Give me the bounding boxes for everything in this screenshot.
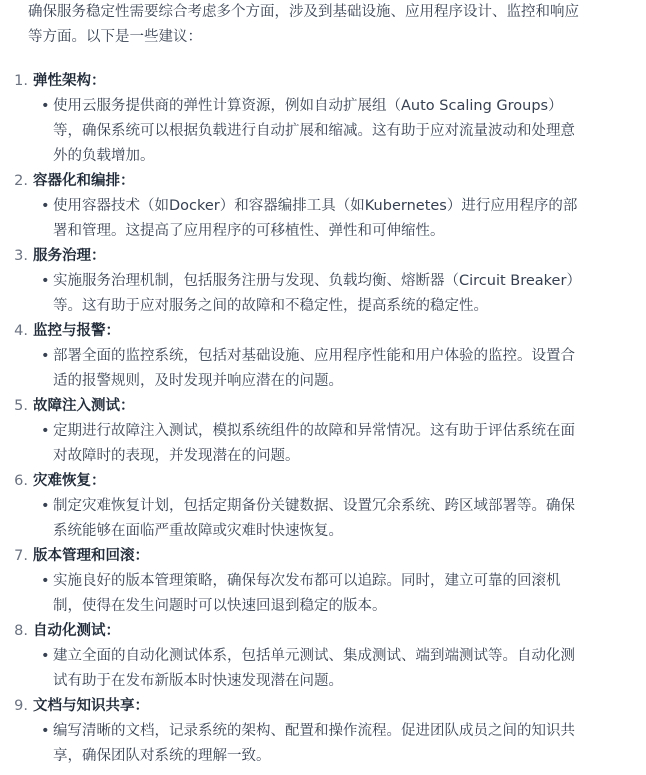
- item-title: 服务治理：: [33, 248, 106, 264]
- list-item: [14, 69, 588, 169]
- list-item: [14, 694, 588, 769]
- item-number: 2.: [14, 173, 28, 189]
- sub-list: [33, 719, 588, 769]
- item-title: 灾难恢复：: [33, 473, 106, 489]
- bullet-icon: •: [41, 198, 50, 214]
- sub-item-text: 实施服务治理机制，包括服务注册与发现、负载均衡、熔断器（Circuit Breaker）等。这有助于应对服务之间的故障和不稳定性，提高系统的稳定性。: [53, 273, 581, 314]
- sub-item-text: 使用容器技术（如Docker）和容器编排工具（如Kubernetes）进行应用程序的部署和管理。这提高了应用程序的可移植性、弹性和可伸缩性。: [53, 198, 578, 239]
- item-title: 弹性架构：: [33, 73, 106, 89]
- sub-list: [33, 569, 588, 619]
- item-number: 3.: [14, 248, 28, 264]
- item-title: 容器化和编排：: [33, 173, 135, 189]
- sub-item: [41, 494, 588, 544]
- list-item: [14, 469, 588, 544]
- list-item: [14, 319, 588, 394]
- sub-item-text: 使用云服务提供商的弹性计算资源，例如自动扩展组（Auto Scaling Groups）等，确保系统可以根据负载进行自动扩展和缩减。这有助于应对流量波动和处理意外的负载增加。: [53, 98, 575, 164]
- item-number: 5.: [14, 398, 28, 414]
- sub-list: [33, 344, 588, 394]
- item-title: 故障注入测试：: [33, 398, 135, 414]
- list-item: [14, 169, 588, 244]
- bullet-icon: •: [41, 573, 50, 589]
- suggestion-list: [14, 69, 588, 769]
- sub-list: [33, 494, 588, 544]
- bullet-icon: •: [41, 498, 50, 514]
- item-number: 4.: [14, 323, 28, 339]
- sub-item-text: 实施良好的版本管理策略，确保每次发布都可以追踪。同时，建立可靠的回滚机制，使得在发生问题时可以快速回退到稳定的版本。: [53, 573, 561, 614]
- item-title: 监控与报警：: [33, 323, 120, 339]
- sub-item: [41, 419, 588, 469]
- item-number: 8.: [14, 623, 28, 639]
- sub-item: [41, 344, 588, 394]
- sub-item: [41, 644, 588, 694]
- sub-list: [33, 194, 588, 244]
- bullet-icon: •: [41, 348, 50, 364]
- item-title: 版本管理和回滚：: [33, 548, 149, 564]
- sub-list: [33, 419, 588, 469]
- list-item: [14, 394, 588, 469]
- sub-item: [41, 569, 588, 619]
- item-number: 1.: [14, 73, 28, 89]
- sub-item-text: 定期进行故障注入测试，模拟系统组件的故障和异常情况。这有助于评估系统在面对故障时的表现，并发现潜在的问题。: [53, 423, 575, 464]
- sub-list: [33, 269, 588, 319]
- sub-list: [33, 94, 588, 169]
- list-item: [14, 244, 588, 319]
- list-item: [14, 619, 588, 694]
- item-number: 6.: [14, 473, 28, 489]
- item-number: 7.: [14, 548, 28, 564]
- list-item: [14, 544, 588, 619]
- sub-item: [41, 94, 588, 169]
- sub-item-text: 建立全面的自动化测试体系，包括单元测试、集成测试、端到端测试等。自动化测试有助于在发布新版本时快速发现潜在问题。: [53, 648, 575, 689]
- sub-list: [33, 644, 588, 694]
- sub-item-text: 制定灾难恢复计划，包括定期备份关键数据、设置冗余系统、跨区域部署等。确保系统能够在面临严重故障或灾难时快速恢复。: [53, 498, 575, 539]
- intro-paragraph: 确保服务稳定性需要综合考虑多个方面，涉及到基础设施、应用程序设计、监控和响应等方面。以下是一些建议：: [28, 4, 579, 45]
- bullet-icon: •: [41, 723, 50, 739]
- bullet-icon: •: [41, 648, 50, 664]
- bullet-icon: •: [41, 273, 50, 289]
- bullet-icon: •: [41, 423, 50, 439]
- item-number: 9.: [14, 698, 28, 714]
- sub-item: [41, 194, 588, 244]
- bullet-icon: •: [41, 98, 50, 114]
- sub-item-text: 部署全面的监控系统，包括对基础设施、应用程序性能和用户体验的监控。设置合适的报警规则，及时发现并响应潜在的问题。: [53, 348, 575, 389]
- sub-item: [41, 719, 588, 769]
- item-title: 自动化测试：: [33, 623, 120, 639]
- sub-item: [41, 269, 588, 319]
- sub-item-text: 编写清晰的文档，记录系统的架构、配置和操作流程。促进团队成员之间的知识共享，确保团队对系统的理解一致。: [53, 723, 575, 764]
- response-document: [14, 0, 588, 769]
- item-title: 文档与知识共享：: [33, 698, 149, 714]
